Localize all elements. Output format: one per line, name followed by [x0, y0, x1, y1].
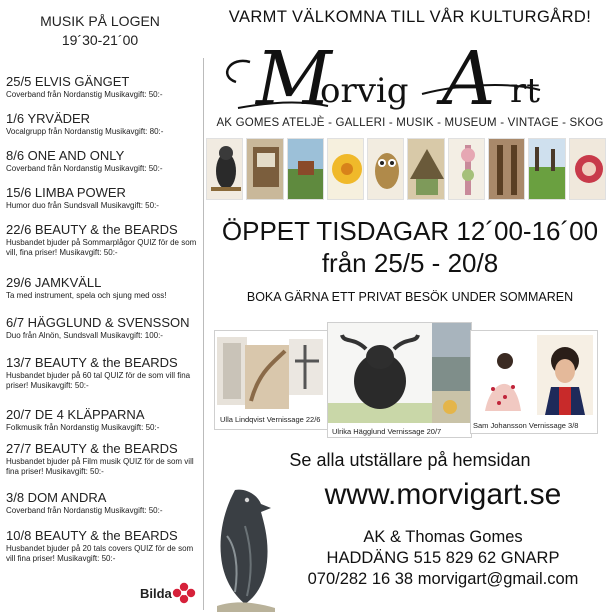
schedule-heading-time: 19´30-21´00 — [61, 32, 139, 48]
event-item — [6, 355, 198, 391]
tagline: AK GOMES ATELJÈ - GALLERI - MUSIK - MUSEUM - VINTAGE - SKOG — [216, 117, 604, 129]
logo-letter-m: M — [256, 36, 332, 116]
artwork-image — [215, 331, 327, 411]
artwork-tile — [367, 138, 404, 200]
event-item — [6, 185, 198, 211]
event-description: Duo från Alnön, Sundsvall Musikavgift: 100:- — [6, 331, 163, 340]
contact-address: HADDÄNG 515 829 62 GNARP — [326, 549, 560, 567]
event-description: Vocalgrupp från Nordanstig Musikavgift: 80:- — [6, 127, 164, 136]
welcome-heading: VARMT VÄLKOMNA TILL VÅR KULTURGÅRD! — [228, 8, 592, 26]
logo-word-2: rt — [510, 71, 540, 111]
opening-hours: ÖPPET TISDAGAR 12´00-16´00 — [221, 216, 599, 246]
event-title: 27/7 BEAUTY & the BEARDS — [6, 441, 178, 456]
event-title: 20/7 DE 4 KLÄPPARNA — [6, 407, 145, 422]
artwork-strip — [206, 138, 606, 200]
exhibition-ulla — [214, 330, 328, 430]
artwork-tile — [569, 138, 606, 200]
artwork-tile — [407, 138, 444, 200]
event-item — [6, 74, 198, 100]
sponsor-logo — [140, 582, 196, 604]
event-title: 8/6 ONE AND ONLY — [6, 148, 125, 163]
artwork-tile — [448, 138, 485, 200]
event-description: Ta med instrument, spela och sjung med oss! — [6, 291, 167, 300]
event-title: 22/6 BEAUTY & the BEARDS — [6, 222, 178, 237]
event-description: Husbandet bjuder på 20 tals covers QUIZ för de som vill fina priser! Musikavgift: 50:- — [6, 544, 194, 563]
event-description: Humor duo från Sundsvall Musikavgift: 50:- — [6, 201, 159, 210]
event-item — [6, 222, 198, 258]
event-description: Coverband från Nordanstig Musikavgift: 50:- — [6, 506, 163, 515]
bilda-flower-icon — [172, 582, 196, 604]
artwork-tile — [287, 138, 324, 200]
event-item — [6, 407, 198, 433]
contact-phone-email[interactable]: 070/282 16 38 morvigart@gmail.com — [307, 570, 579, 588]
event-description: Husbandet bjuder på Film musik QUIZ för de som vill fina priser! Musikavgift: 50:- — [6, 457, 194, 476]
event-item — [6, 315, 198, 341]
event-item — [6, 490, 198, 516]
opening-period: från 25/5 - 20/8 — [321, 248, 499, 278]
exhibition-caption: Ulrika Hägglund Vernissage 20/7 — [332, 427, 442, 436]
event-description: Husbandet bjuder på 60 tal QUIZ för de som vill fina priser! Musikavgift: 50:- — [6, 371, 191, 390]
raven-illustration — [205, 486, 285, 614]
booking-note: BOKA GÄRNA ETT PRIVAT BESÖK UNDER SOMMAREN — [246, 290, 574, 304]
artwork-tile — [327, 138, 364, 200]
exhibition-sam — [470, 330, 598, 434]
event-item — [6, 528, 198, 564]
artwork-tile — [206, 138, 243, 200]
morvig-art-logo — [210, 36, 610, 116]
artwork-tile — [528, 138, 565, 200]
exhibition-caption: Sam Johansson Vernissage 3/8 — [473, 421, 579, 430]
event-title: 3/8 DOM ANDRA — [6, 490, 107, 505]
event-title: 1/6 YRVÄDER — [6, 111, 91, 126]
website-link[interactable]: www.morvigart.se — [324, 478, 562, 511]
see-all-text: Se alla utställare på hemsidan — [289, 450, 531, 470]
artwork-tile — [488, 138, 525, 200]
music-schedule — [0, 0, 200, 616]
event-item — [6, 275, 198, 301]
event-description: Husbandet bjuder på Sommarplågor QUIZ för de som vill, fina priser! Musikavgift: 50:- — [6, 238, 197, 257]
event-description: Folkmusik från Nordanstig Musikavgift: 50:- — [6, 423, 160, 432]
event-title: 13/7 BEAUTY & the BEARDS — [6, 355, 178, 370]
event-title: 25/5 ELVIS GÄNGET — [6, 74, 130, 89]
contact-block — [270, 527, 616, 590]
artwork-image — [471, 331, 597, 417]
exhibition-caption: Ulla Lindqvist Vernissage 22/6 — [220, 415, 321, 424]
sponsor-name: Bilda — [140, 585, 172, 601]
event-description: Coverband från Nordanstig Musikavgift: 50:- — [6, 164, 163, 173]
event-item — [6, 441, 198, 477]
schedule-heading — [0, 12, 200, 50]
artwork-tile — [246, 138, 283, 200]
event-title: 15/6 LIMBA POWER — [6, 185, 126, 200]
schedule-heading-title: MUSIK PÅ LOGEN — [40, 13, 160, 29]
event-title: 10/8 BEAUTY & the BEARDS — [6, 528, 178, 543]
exhibition-ulrika — [327, 322, 472, 438]
event-description: Coverband från Nordanstig Musikavgift: 50:- — [6, 90, 163, 99]
logo-letter-a: A — [442, 36, 496, 116]
event-item — [6, 148, 198, 174]
event-item — [6, 111, 198, 137]
logo-word-1: orvig — [320, 71, 409, 111]
contact-names: AK & Thomas Gomes — [363, 528, 523, 546]
event-title: 6/7 HÄGGLUND & SVENSSON — [6, 315, 190, 330]
artwork-image — [328, 323, 471, 423]
event-title: 29/6 JAMKVÄLL — [6, 275, 102, 290]
column-divider — [203, 58, 204, 610]
